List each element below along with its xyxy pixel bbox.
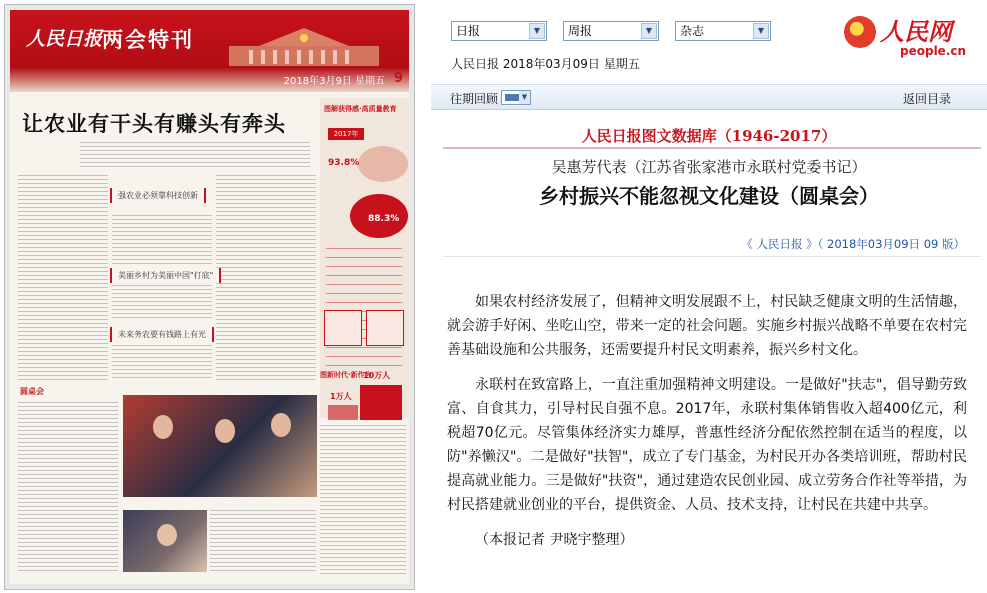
- paper-page-number: 9: [393, 71, 403, 86]
- paper-headline: 让农业有干头有赚头有奔头: [22, 112, 286, 136]
- newspaper-page-image[interactable]: [4, 4, 415, 590]
- nav-bar: [431, 84, 987, 110]
- article-paragraph: 永联村在致富路上，一直注重加强精神文明建设。一是做好"扶志"，倡导勤劳致富、自食其力，引导村民自强不息。2017年，永联村集体销售收入超400亿元，利税超70亿元。尽管集体经济实力雄厚，普惠性经济分配依然控制在适当的程度，以防"养懒汉"。二是做好"扶智"，成立了专门基金，为村民开办各类培训班，帮助村民提高就业能力。三是做好"扶资"，通过建造农民创业园、成立劳务合作社等举措，为村民搭建就业创业的平台，提供资金、人员、技术支持，让村民在共建中共享。: [447, 377, 967, 513]
- paper-stat-small: 1万人: [330, 392, 352, 401]
- paper-text-column: [210, 510, 316, 574]
- chevron-down-icon[interactable]: ▼: [641, 23, 657, 39]
- paper-subhead: 强农业必须靠科技创新: [110, 188, 206, 203]
- photo-face: [153, 415, 173, 439]
- infographic-box: [366, 310, 404, 346]
- paper-masthead: [10, 10, 409, 92]
- paper-stat-bar: [328, 405, 358, 420]
- divider: [443, 147, 981, 149]
- infographic-box: [324, 310, 362, 346]
- infographic-percent: 88.3%: [368, 214, 400, 224]
- logo-cn-text: 人民网: [880, 17, 952, 46]
- paper-text-column: [320, 425, 406, 575]
- select-daily-value: 日报: [456, 24, 481, 38]
- paper-text-column: [216, 175, 316, 380]
- logo-en-text: people.cn: [900, 44, 967, 58]
- infographic-list: [326, 248, 402, 368]
- select-daily[interactable]: [451, 21, 547, 41]
- paper-text-column: [80, 142, 310, 170]
- chevron-down-icon[interactable]: ▼: [519, 91, 530, 104]
- calendar-icon: [505, 94, 519, 101]
- paper-subhead: 未来务农要有钱路上有光: [110, 327, 214, 342]
- photo-face: [271, 413, 291, 437]
- paper-text-column: [18, 402, 118, 572]
- new-village-header: 图新时代·新作为: [320, 371, 372, 379]
- photo-face: [157, 524, 177, 546]
- paper-roundtable-header: 圆桌会: [20, 387, 44, 396]
- article-body: [447, 290, 967, 552]
- paper-stat-bar: [360, 385, 402, 420]
- article-title: 乡村振兴不能忽视文化建设（圆桌会）: [539, 184, 879, 208]
- paper-text-column: [112, 345, 212, 381]
- paper-logo: 人民日报: [26, 28, 103, 50]
- article-source[interactable]: 《 人民日报 》（ 2018年03月09日 09 版）: [741, 237, 965, 251]
- back-issue-link[interactable]: 往期回顾: [450, 92, 499, 106]
- select-weekly-value: 周报: [568, 24, 593, 38]
- return-toc-link[interactable]: 返回目录: [902, 92, 951, 106]
- paper-stat-big: 10万人: [363, 371, 391, 380]
- issue-date: 人民日报 2018年03月09日 星期五: [451, 57, 640, 71]
- divider: [443, 256, 981, 257]
- select-weekly[interactable]: [563, 21, 659, 41]
- paper-text-column: [112, 215, 212, 265]
- chevron-down-icon[interactable]: ▼: [753, 23, 769, 39]
- database-title: 人民日报图文数据库（1946-2017）: [581, 127, 837, 145]
- newspaper-page: [10, 10, 409, 584]
- infographic-disc: [358, 146, 408, 182]
- infographic-year: 2017年: [328, 128, 364, 140]
- photo-face: [215, 419, 235, 443]
- paper-photo-delegates: [123, 395, 317, 497]
- great-hall-illustration: [219, 20, 389, 72]
- article-byline: （本报记者 尹晓宇整理）: [475, 532, 634, 548]
- infographic-percent: 93.8%: [328, 158, 360, 168]
- article-subtitle: 吴惠芳代表（江苏省张家港市永联村党委书记）: [551, 158, 867, 176]
- paper-special-label: 两会特刊: [102, 28, 194, 52]
- paper-text-column: [112, 285, 212, 321]
- select-magazine-value: 杂志: [680, 24, 705, 38]
- paper-text-column: [18, 175, 108, 380]
- infographic-header: 图解获得感·高质量教育: [324, 105, 397, 113]
- people-cn-logo[interactable]: [844, 12, 980, 64]
- chevron-down-icon[interactable]: ▼: [529, 23, 545, 39]
- paper-date: 2018年3月9日 星期五: [283, 76, 385, 87]
- logo-globe-icon: [844, 16, 876, 48]
- paper-subhead: 美丽乡村为美丽中国"打底": [110, 268, 221, 283]
- back-issue-picker[interactable]: [501, 90, 531, 105]
- article-paragraph: 如果农村经济发展了，但精神文明发展跟不上，村民缺乏健康文明的生活情趣，就会游手好闲、坐吃山空，带来一定的社会问题。实施乡村振兴战略不单要在农村完善基础设施和公共服务，还需要提升村民文明素养，振兴乡村文化。: [447, 294, 967, 358]
- paper-photo-speaker: [123, 510, 207, 572]
- select-magazine[interactable]: [675, 21, 771, 41]
